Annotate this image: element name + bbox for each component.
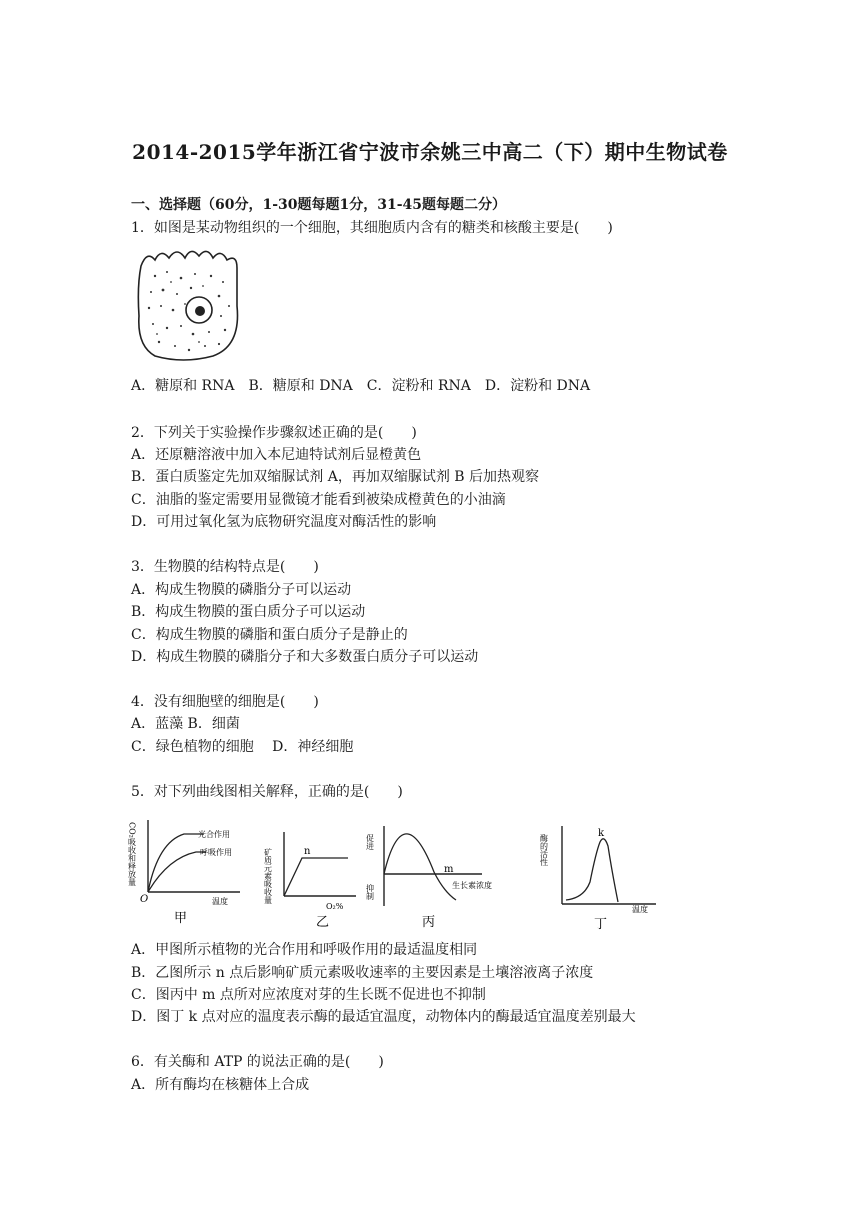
yi-label: 乙 — [316, 915, 330, 930]
q3-option-c: C．构成生物膜的磷脂和蛋白质分子是静止的 — [131, 627, 408, 643]
section-heading: 一、选择题（60分，1-30题每题1分，31-45题每题二分） — [131, 197, 507, 213]
ding-label: 丁 — [594, 917, 608, 932]
q4-options-cd: C．绿色植物的细胞 D．神经细胞 — [131, 739, 354, 755]
q2-stem: 2．下列关于实验操作步骤叙述正确的是( ) — [131, 425, 417, 441]
ding-point-k: k — [598, 828, 605, 839]
figure-yi — [264, 812, 364, 932]
jia-curve2-label: 呼吸作用 — [200, 848, 232, 857]
q2-option-d: D．可用过氧化氢为底物研究温度对酶活性的影响 — [131, 514, 437, 530]
jia-ylabel: CO₂吸收和释放量 — [128, 822, 137, 886]
q5-option-c: C．图丙中 m 点所对应浓度对芽的生长既不促进也不抑制 — [131, 987, 486, 1003]
ding-xlabel: 温度 — [632, 905, 648, 914]
bing-point-m: m — [444, 864, 454, 875]
q2-option-a: A．还原糖溶液中加入本尼迪特试剂后显橙黄色 — [131, 447, 422, 463]
q5-stem: 5．对下列曲线图相关解释，正确的是( ) — [131, 784, 403, 800]
jia-origin: O — [140, 894, 149, 905]
q3-option-b: B．构成生物膜的蛋白质分子可以运动 — [131, 604, 366, 620]
q6-stem: 6．有关酶和 ATP 的说法正确的是( ) — [131, 1054, 384, 1070]
q6-option-a: A．所有酶均在核糖体上合成 — [131, 1077, 310, 1093]
q3-stem: 3．生物膜的结构特点是( ) — [131, 559, 319, 575]
q1-options: A．糖原和 RNA B．糖原和 DNA C．淀粉和 RNA D．淀粉和 DNA — [131, 378, 591, 394]
bing-label: 丙 — [422, 915, 436, 930]
yi-xlabel: O₂% — [326, 902, 344, 911]
bing-xlabel: 生长素浓度 — [452, 881, 492, 890]
yi-point-n: n — [304, 846, 311, 857]
animal-cell-figure — [133, 246, 245, 364]
jia-curve1-label: 光合作用 — [198, 830, 230, 839]
q1-stem: 1．如图是某动物组织的一个细胞，其细胞质内含有的糖类和核酸主要是( ) — [131, 220, 613, 236]
figure-bing — [364, 812, 514, 932]
figure-jia — [128, 812, 258, 932]
q2-option-b: B．蛋白质鉴定先加双缩脲试剂 A，再加双缩脲试剂 B 后加热观察 — [131, 469, 540, 485]
q4-stem: 4．没有细胞壁的细胞是( ) — [131, 694, 319, 710]
figure-ding — [536, 812, 666, 932]
bing-ylabel-promote: 促进 — [365, 834, 375, 850]
q5-option-b: B．乙图所示 n 点后影响矿质元素吸收速率的主要因素是土壤溶液离子浓度 — [131, 965, 594, 981]
q3-option-d: D．构成生物膜的磷脂分子和大多数蛋白质分子可以运动 — [131, 649, 479, 665]
q4-options-ab: A．蓝藻 B．细菌 — [131, 716, 240, 732]
q3-option-a: A．构成生物膜的磷脂分子可以运动 — [131, 582, 352, 598]
jia-label: 甲 — [174, 911, 188, 926]
q5-option-a: A．甲图所示植物的光合作用和呼吸作用的最适温度相同 — [131, 942, 478, 958]
yi-ylabel: 矿质元素吸收量 — [264, 848, 273, 904]
page-title: 2014-2015学年浙江省宁波市余姚三中高二（下）期中生物试卷 — [132, 140, 728, 164]
ding-ylabel: 酶的活性 — [539, 834, 549, 866]
q5-option-d: D．图丁 k 点对应的温度表示酶的最适宜温度，动物体内的酶最适宜温度差别最大 — [131, 1009, 636, 1025]
cytoplasm-granules — [148, 271, 230, 351]
bing-ylabel-inhibit: 抑制 — [365, 884, 375, 900]
jia-xlabel: 温度 — [212, 897, 228, 906]
q2-option-c: C．油脂的鉴定需要用显微镜才能看到被染成橙黄色的小油滴 — [131, 492, 506, 508]
